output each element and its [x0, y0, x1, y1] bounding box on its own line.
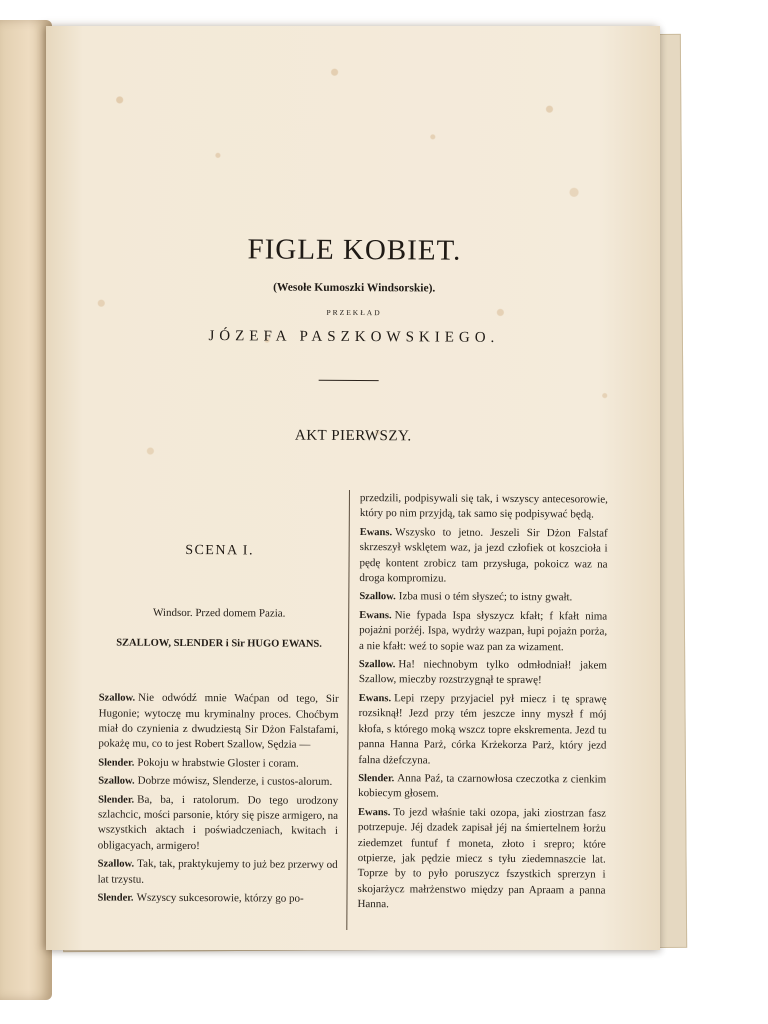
speaker-name: Szallow. [98, 692, 136, 704]
speaker-name: Ewans. [358, 692, 392, 705]
left-speeches [97, 691, 338, 908]
dialogue-line [98, 691, 338, 754]
speaker-name: Slender. [358, 772, 395, 785]
speaker-name: Szallow. [359, 591, 396, 603]
speech-text: Lepi rzepy przyjaciel pył miecz i tę sprawę rozsiknął! Jezd przy tém jeszcze inny myszł f mój kłofa, s którego moką wszcz topre ekskrementa. Jezd tu panna Hanna Parż, córka Krżekorza Parż, który jezd falna dżefczyna. [358, 692, 607, 766]
speaker-name: Ewans. [359, 609, 392, 622]
act-heading: AKT PIERWSZY. [294, 427, 412, 445]
dialogue-line [358, 771, 606, 803]
translator-name: JÓZEFA PASZKOWSKIEGO. [208, 328, 500, 346]
dialogue-line [98, 857, 338, 889]
play-title: FIGLE KOBIET. [247, 233, 462, 267]
speech-text: Ha! niechnobym tylko odmłodniał! jakem Szallow, mieczby rozstrzygnął te sprawę! [358, 658, 607, 687]
speaker-name: Slender. [98, 757, 135, 769]
dialogue-line [359, 525, 607, 588]
speech-text: To jezd właśnie taki ozopa, jaki ziostrzan fasz potrzepuje. Jéj dzadek zapisał jéj na śmiertelnem łorżu ziedemzet funtuf f moneta, złoto i srepro; które otpierze, jak pędzie miecz s tyłu ziedemnaszcie lat. Toprze by to pyło poruszycz fszystkich sprerzyn i skojarżycz małrżenstwo między pan Apraam a panna Hanna. [357, 805, 607, 911]
play-subtitle: (Wesołe Kumoszki Windsorskie). [273, 281, 436, 295]
dialogue-line [359, 657, 607, 689]
dialogue-line [98, 774, 338, 791]
speech-text: Dobrze mówisz, Slenderze, i custos-alorum. [137, 774, 333, 789]
dialogue-line [359, 608, 607, 656]
dialogue-line [357, 805, 606, 914]
speech-text: Nie fypada Ispa słyszycz kfałt; f kfałt nima pojażni porżéj. Ispa, wydrży wazpan, łupi pojażn porża, a nie kfałt: weź to sopie waz pan za wizament. [359, 609, 608, 653]
speech-text: przedzili, podpisywali się tak, i wszyscy antecesorowie, który po nim przyjdą, tak samo się podpisywać będą. [359, 492, 608, 521]
translated-by-label: PRZEKŁAD [326, 307, 382, 318]
scene-setting: Windsor. Przed domem Pazia. [152, 607, 286, 620]
title-rule [319, 380, 379, 381]
speaker-name: Szallow. [98, 775, 135, 787]
speaker-name: Ewans. [359, 526, 393, 539]
dialogue-line [98, 755, 338, 772]
speech-text: Wszyscy sukcesorowie, którzy go po- [136, 891, 304, 905]
book-page [46, 26, 660, 950]
speaker-name: Szallow. [97, 858, 135, 870]
speaker-name: Szallow. [358, 659, 396, 671]
speaker-name: Slender. [98, 794, 135, 806]
dialogue-line [359, 589, 607, 606]
speech-text: Anna Paź, ta czarnowłosa czeczotka z cienkim kobiecym głosem. [358, 772, 607, 800]
dialogue-line [98, 792, 338, 855]
speech-text: Izba musi o tém słyszeć; to istny gwałt. [398, 590, 573, 604]
left-column [97, 504, 339, 910]
speaker-name: Ewans. [357, 806, 391, 818]
page-content [43, 24, 663, 952]
dialogue-line [360, 491, 608, 523]
speech-text: Pokoju w hrabstwie Gloster i coram. [137, 756, 299, 770]
right-speeches [357, 491, 608, 914]
dialogue-line [97, 891, 337, 908]
dialogue-line [358, 691, 606, 770]
speech-text: Nie odwódź mnie Waćpan od tego, Sir Hugonie; wytoczę mu kryminalny proces. Choćbym miał do czynienia z dwudziestą Sir Dżon Falstafami, pokażę mu, co to jest Robert Szallow, Sędzia — [98, 691, 339, 752]
scene-heading: SCENA I. [185, 542, 255, 559]
speech-text: Ba, ba, i ratolorum. Do tego urodzony szlachcic, mości parsonie, który się pisze armigero, na wszystkich aktach i poświadczeniach, kwitach i obligacyach, armigero! [97, 793, 339, 852]
column-divider [346, 490, 350, 930]
speech-text: Tak, tak, praktykujemy to już bez przerwy od lat trzystu. [97, 857, 338, 886]
scene-characters: SZALLOW, SLENDER i Sir HUGO EWANS. [116, 637, 322, 650]
speaker-name: Slender. [97, 892, 134, 904]
right-column [357, 491, 608, 917]
speech-text: Wszysko to jetno. Jeszeli Sir Dżon Falstaf skrzeszył wsklętem waz, ja jezd człofiek ot koszcioła i pędę kontent zrobicz tam przysługa, pokoicz waz na droga kompromizu. [359, 526, 608, 585]
